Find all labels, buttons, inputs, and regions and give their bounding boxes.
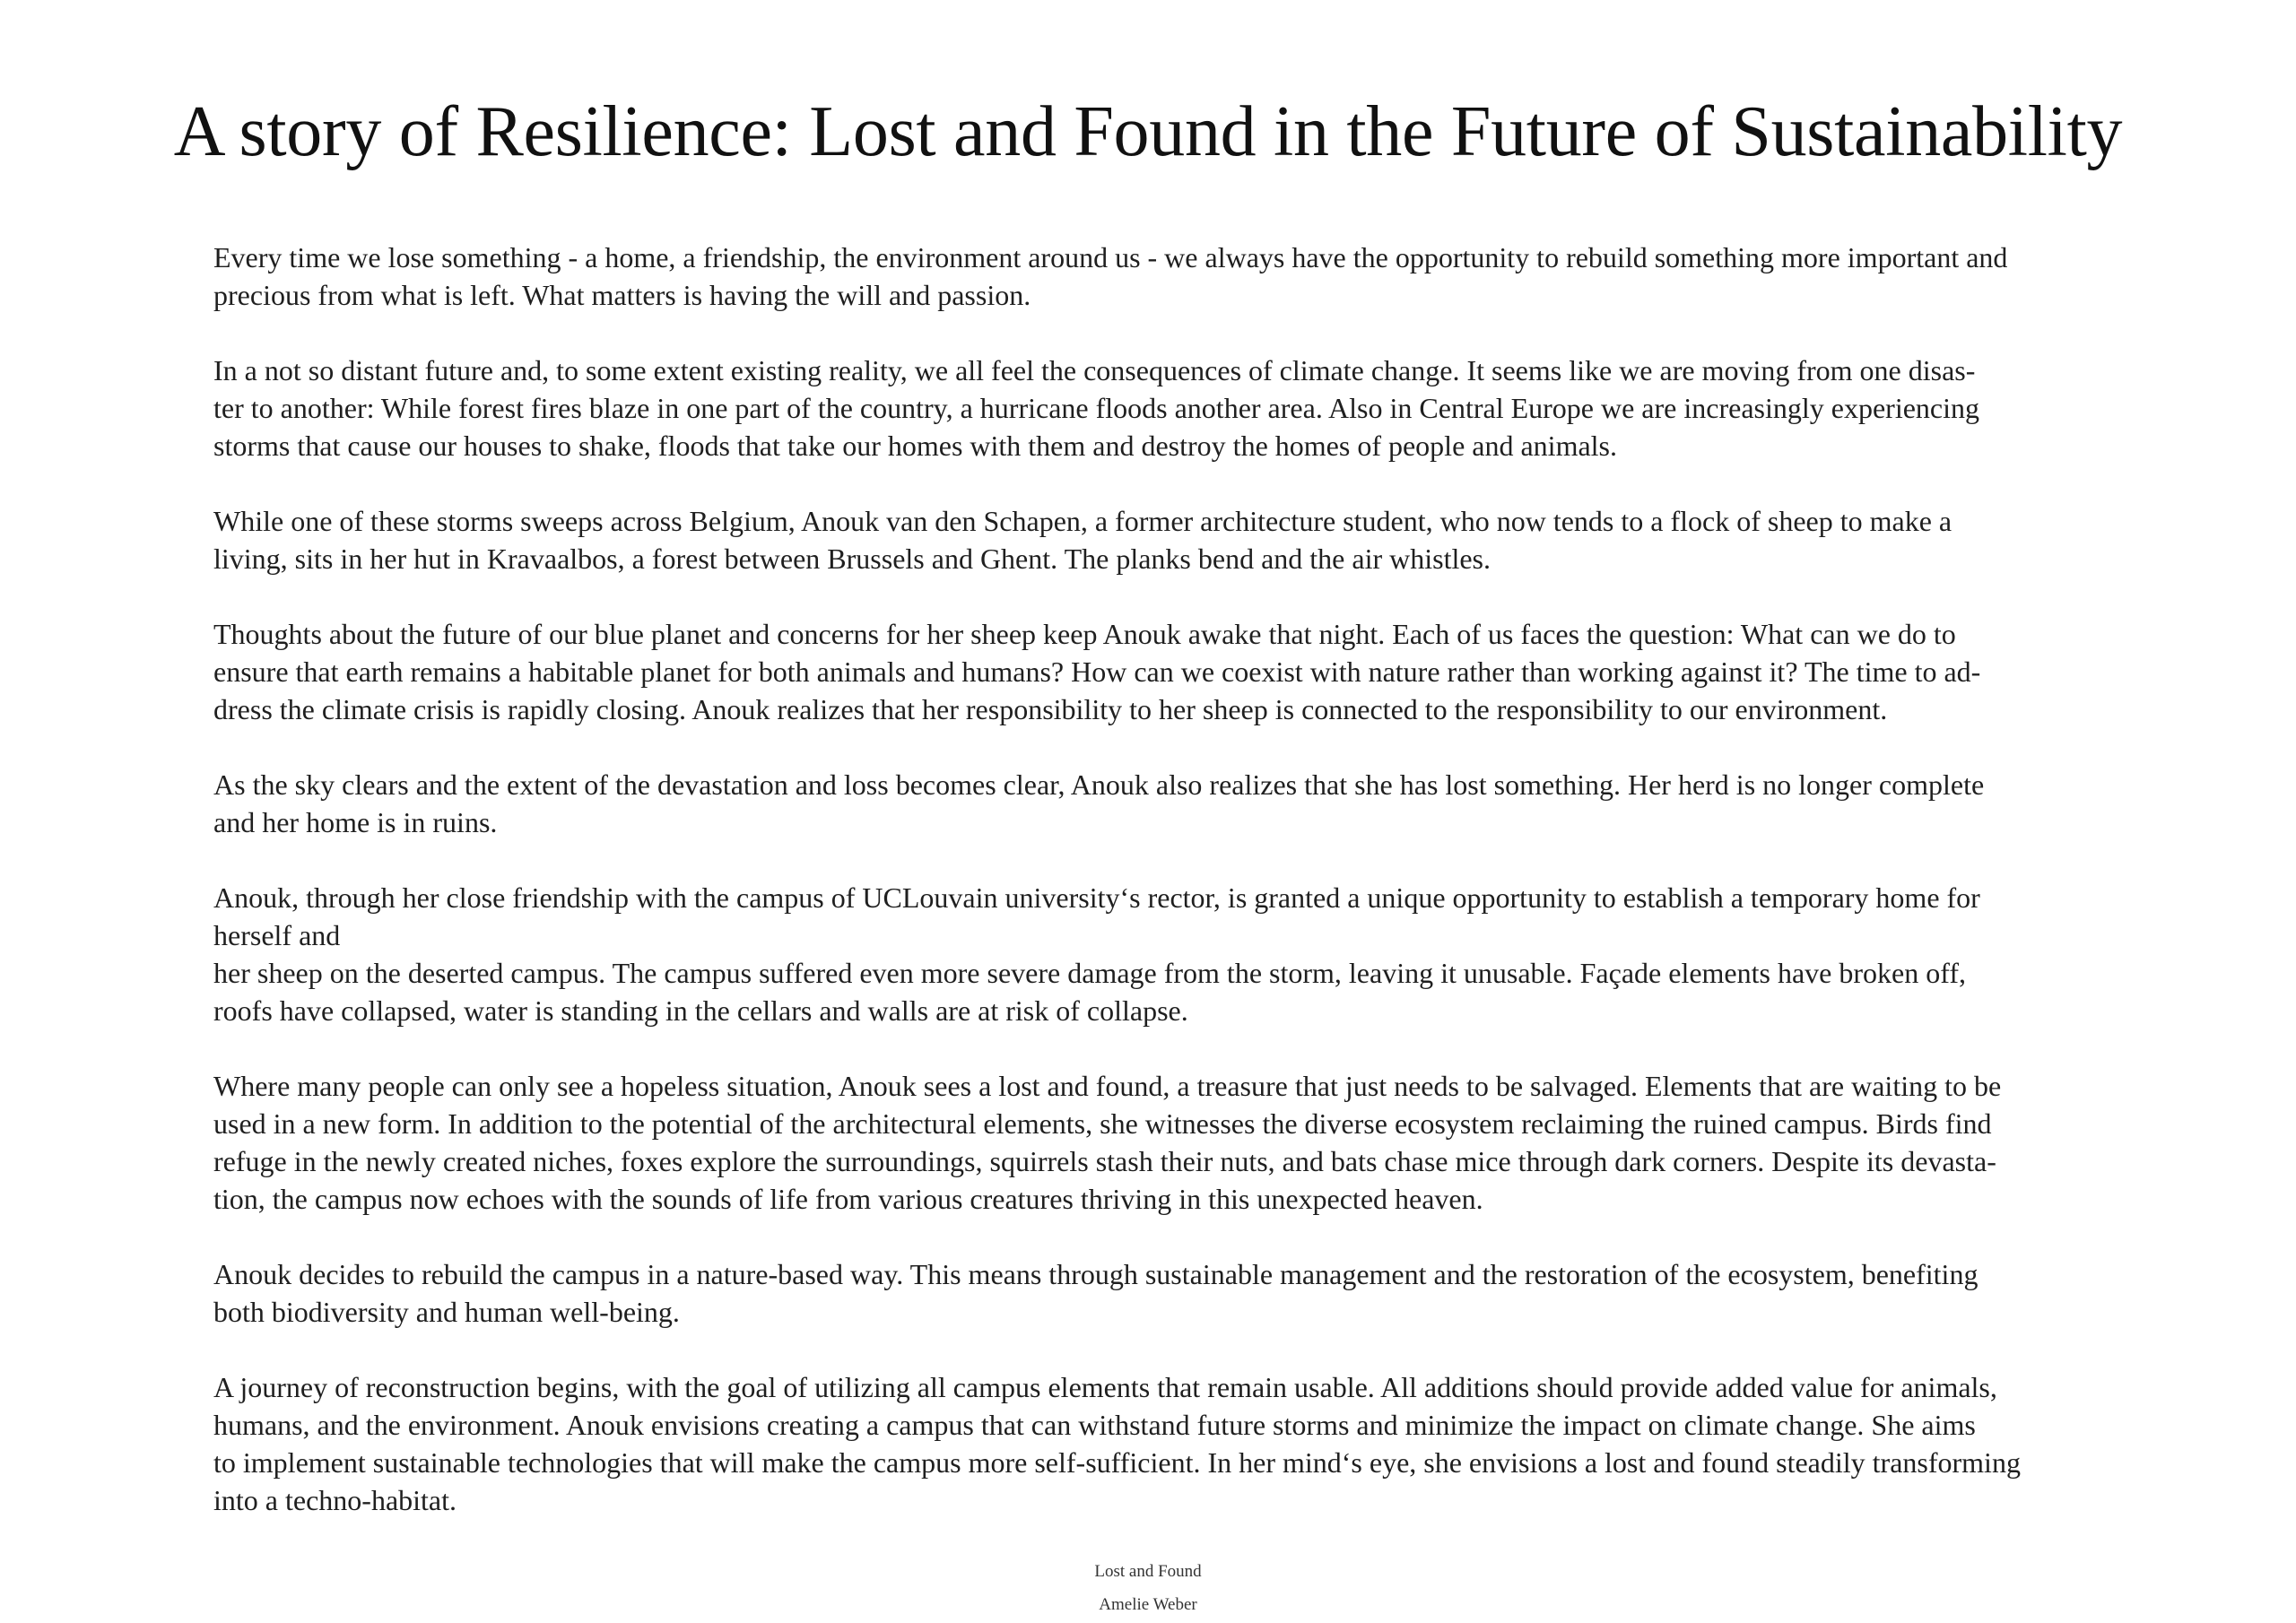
text-line: storms that cause our houses to shake, floods that take our homes with them and destroy the homes of people and animals. [213, 430, 1617, 462]
paragraph [213, 1368, 2124, 1519]
text-line: refuge in the newly created niches, foxes explore the surroundings, squirrels stash their nuts, and bats chase mice through dark corners. Despite its devasta- [213, 1145, 1996, 1177]
text-line: Anouk, through her close friendship with the campus of UCLouvain university‘s rector, is granted a unique opportunity to establish a temporary home for [213, 881, 1980, 914]
page-footer [0, 1555, 2296, 1621]
text-line: living, sits in her hut in Kravaalbos, a forest between Brussels and Ghent. The planks bend and the air whistles. [213, 542, 1491, 575]
footer-project-name: Lost and Found [1094, 1562, 1202, 1581]
text-line: roofs have collapsed, water is standing in the cellars and walls are at risk of collapse. [213, 994, 1188, 1027]
text-line: A journey of reconstruction begins, with the goal of utilizing all campus elements that remain usable. All additions should provide added value for animals, [213, 1371, 1997, 1403]
text-line: used in a new form. In addition to the potential of the architectural elements, she witnesses the diverse ecosystem reclaiming the ruined campus. Birds find [213, 1107, 1992, 1140]
text-line: herself and [213, 919, 341, 951]
text-line: ensure that earth remains a habitable planet for both animals and humans? How can we coexist with nature rather than working against it? The time to ad- [213, 655, 1981, 688]
paragraph [213, 879, 2124, 1029]
text-line: While one of these storms sweeps across Belgium, Anouk van den Schapen, a former architecture student, who now tends to a flock of sheep to make a [213, 505, 1952, 537]
text-line: into a techno-habitat. [213, 1484, 457, 1516]
text-line: her sheep on the deserted campus. The campus suffered even more severe damage from the storm, leaving it unusable. Façade elements have broken off, [213, 957, 1966, 989]
text-line: and her home is in ruins. [213, 806, 498, 838]
paragraph [213, 502, 2124, 577]
paragraph [213, 1255, 2124, 1331]
paragraph [213, 239, 2124, 314]
footer-author: Amelie Weber [1099, 1595, 1197, 1614]
text-line: humans, and the environment. Anouk envisions creating a campus that can withstand future storms and minimize the impact on climate change. She aims [213, 1409, 1976, 1441]
text-line: both biodiversity and human well-being. [213, 1296, 680, 1328]
text-line: precious from what is left. What matters is having the will and passion. [213, 279, 1031, 311]
text-line: dress the climate crisis is rapidly closing. Anouk realizes that her responsibility to her sheep is connected to the responsibility to our environment. [213, 693, 1888, 725]
document-body [213, 239, 2124, 1557]
text-line: Thoughts about the future of our blue planet and concerns for her sheep keep Anouk awake that night. Each of us faces the question: What can we do to [213, 618, 1956, 650]
text-line: Where many people can only see a hopeless situation, Anouk sees a lost and found, a treasure that just needs to be salvaged. Elements that are waiting to be [213, 1070, 2002, 1102]
paragraph [213, 615, 2124, 728]
text-line: Every time we lose something - a home, a friendship, the environment around us - we always have the opportunity to rebuild something more important and [213, 241, 2008, 273]
document-title: A story of Resilience: Lost and Found in the Future of Sustainability [173, 92, 2123, 171]
text-line: Anouk decides to rebuild the campus in a nature-based way. This means through sustainable management and the restoration of the ecosystem, benefiting [213, 1258, 1979, 1290]
text-line: tion, the campus now echoes with the sounds of life from various creatures thriving in this unexpected heaven. [213, 1183, 1483, 1215]
text-line: As the sky clears and the extent of the devastation and loss becomes clear, Anouk also realizes that she has lost something. Her herd is no longer complete [213, 768, 1985, 801]
text-line: to implement sustainable technologies that will make the campus more self-sufficient. In her mind‘s eye, she envisions a lost and found steadily transforming [213, 1446, 2021, 1479]
paragraph [213, 352, 2124, 464]
paragraph [213, 766, 2124, 841]
paragraph [213, 1067, 2124, 1218]
text-line: In a not so distant future and, to some extent existing reality, we all feel the consequences of climate change. It seems like we are moving from one disas- [213, 354, 1976, 386]
text-line: ter to another: While forest fires blaze in one part of the country, a hurricane floods another area. Also in Central Europe we are increasingly experiencing [213, 392, 1979, 424]
